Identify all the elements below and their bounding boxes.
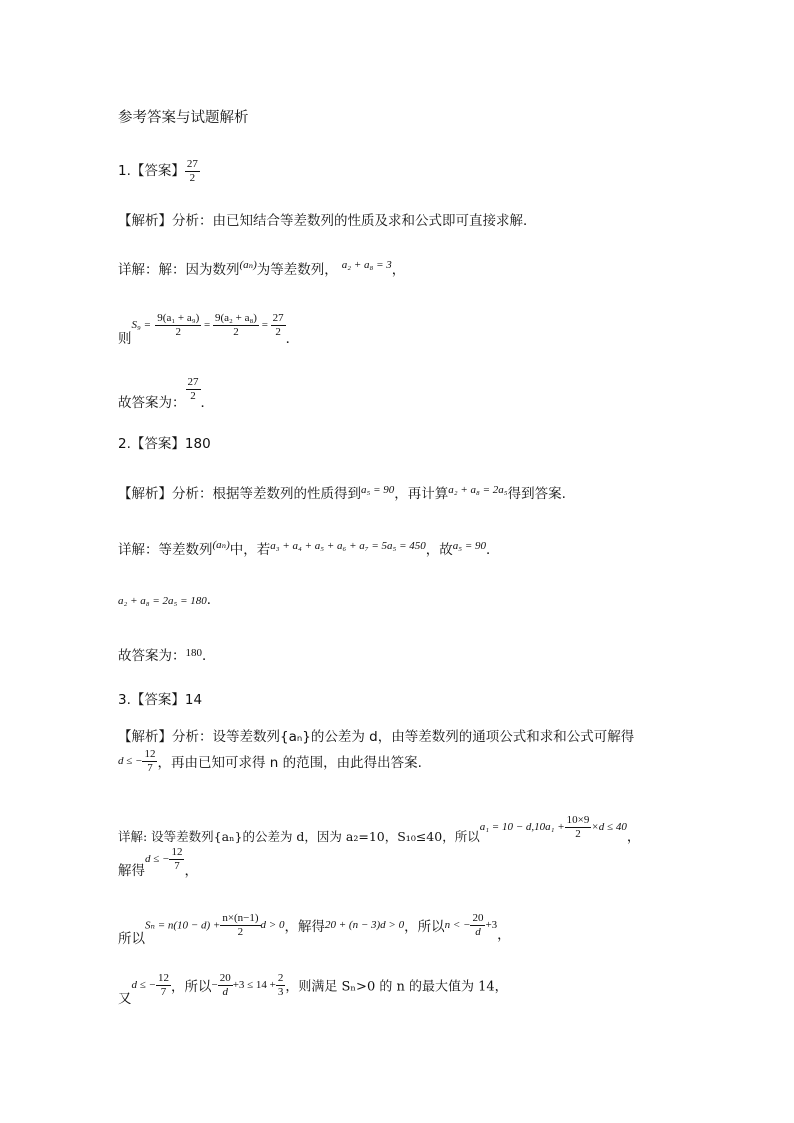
q3-sn-line <box>118 912 511 948</box>
q3-answer-line <box>118 688 202 708</box>
q3-b-mid: +3 ≤ 14 + <box>232 979 276 992</box>
q2-analysis-a: 分析：根据等差数列的性质得到 <box>172 486 361 502</box>
q3-sn-tail: d > 0 <box>260 919 285 932</box>
q1-number: 1 <box>118 163 127 180</box>
q2-analysis <box>118 482 566 502</box>
q1-s9-frac3 <box>271 312 286 338</box>
q1-then: 则 <box>118 331 132 348</box>
q3-analysis-a: 分析：设等差数列{aₙ}的公差为 d，由等差数列的通项公式和求和公式可解得 <box>172 729 635 745</box>
q3-b2-num: 2 <box>277 972 284 984</box>
q2-analysis-tag: 【解析】 <box>118 486 172 502</box>
q3-also-d: d ≤ − <box>131 979 156 992</box>
q2-detail-d: ． <box>486 542 500 558</box>
q3-b2-den: 3 <box>277 985 284 998</box>
q3-b-den: d <box>222 985 228 998</box>
q1-detail-end: ， <box>391 262 406 278</box>
q2-detail-c: ，故 <box>425 542 453 558</box>
q3-so-label: 所以 <box>118 931 145 948</box>
q3-n-den: d <box>475 925 481 938</box>
q1-s9-frac2 <box>213 312 259 338</box>
q2-number: 2 <box>118 436 127 452</box>
q1-period: ． <box>285 331 300 348</box>
q3-analysis-tag: 【解析】 <box>118 729 172 745</box>
q3-solve-end: ， <box>184 863 198 880</box>
q1-analysis-tag: 【解析】 <box>118 213 172 229</box>
q1-conclude-denominator: 2 <box>190 389 196 402</box>
q3-sn-lhs: Sₙ = n(10 − d) + <box>145 919 221 932</box>
q2-analysis-c: 得到答案. <box>507 486 566 502</box>
q3-n-lt: n < − <box>444 919 471 932</box>
q1-answer-line <box>118 158 200 184</box>
q3-answer-tag: 【答案】 <box>130 692 185 708</box>
q2-answer-tag: 【答案】 <box>130 436 185 452</box>
q3-also-num: 12 <box>157 972 169 984</box>
q2-dot: . <box>126 436 131 452</box>
q3-frac-12-7 <box>142 748 157 774</box>
q1-s9-den3: 2 <box>275 325 281 338</box>
q3-final-line <box>118 972 508 1008</box>
q3-solve-den: 7 <box>174 859 180 872</box>
q1-detail-mid: 为等差数列， <box>256 262 338 278</box>
q3-analysis-line2 <box>118 748 422 774</box>
q1-conclude-fraction <box>186 376 201 402</box>
q3-frac-den: 7 <box>147 761 153 774</box>
q3-solve-frac <box>169 846 184 872</box>
q2-answer-value: 180 <box>184 436 211 452</box>
q1-s9-lhs: S₉ = <box>131 319 151 332</box>
q3-detail-line1 <box>118 814 641 846</box>
q3-n-end: ， <box>497 927 511 944</box>
q3-answer-value: 14 <box>184 692 203 708</box>
q3-sys-frac <box>565 814 592 840</box>
q2-analysis-b: ，再计算 <box>394 486 449 502</box>
q1-s9-line <box>118 312 300 348</box>
q3-dot: . <box>126 692 131 708</box>
q3-detail-a: 详解: 设等差数列{aₙ}的公差为 d，因为 a₂=10，S₁₀≤40，所以 <box>118 829 480 845</box>
q3-sn-frac <box>220 912 260 938</box>
q2-conclude-end: ． <box>202 648 216 664</box>
q1-eq-sign1: = <box>201 319 213 332</box>
q2-conclusion <box>118 644 216 664</box>
q3-so2: ，所以 <box>404 919 445 936</box>
q3-solve-d: d ≤ − <box>145 853 170 866</box>
q3-solve-label: 解得 <box>118 863 145 880</box>
q1-answer-denominator: 2 <box>189 171 196 184</box>
q3-n-num: 20 <box>472 912 484 924</box>
q3-solve-line <box>118 846 198 880</box>
q3-d-le: d ≤ − <box>118 755 143 768</box>
q2-detail <box>118 538 500 558</box>
q3-final-text: ，则满足 Sₙ>0 的 n 的最大值为 14， <box>285 979 508 995</box>
q3-ineq: 20 + (n − 3)d > 0 <box>324 919 405 932</box>
q2-line3 <box>118 588 220 608</box>
q1-analysis-text: 分析：由已知结合等差数列的性质及求和公式即可直接求解． <box>172 213 537 229</box>
q2-eq-long: a₃ + a₄ + a₅ + a₆ + a₇ = 5a₅ = 450 <box>270 540 426 552</box>
q3-sys-den: 2 <box>575 827 581 840</box>
q1-answer-tag: 【答案】 <box>130 163 185 180</box>
q1-conclude-end: ． <box>200 395 214 412</box>
q2-conclude-value: 180 <box>185 647 202 659</box>
q3-b2-frac <box>276 972 286 998</box>
q2-conclude-label: 故答案为： <box>118 648 186 664</box>
q3-sys-comma: ， <box>626 829 641 846</box>
q3-analysis-b: ，再由已知可求得 n 的范围，由此得出答案. <box>157 755 422 772</box>
q3-sys-tail: ×d ≤ 40 <box>591 821 627 834</box>
q2-detail-b: 中，若 <box>229 542 271 558</box>
q1-s9-num3: 27 <box>272 312 284 324</box>
q1-sequence: (aₙ) <box>239 259 257 271</box>
q3-b-num: 20 <box>219 972 231 984</box>
q2-eq-sum: a₂ + a₈ = 2a₅ <box>448 484 508 496</box>
q2-sequence: (aₙ) <box>212 539 230 551</box>
q3-also-label: 又 <box>118 991 132 1008</box>
q2-detail-a: 详解：等差数列 <box>118 542 213 558</box>
q3-n-frac <box>470 912 485 938</box>
q1-analysis <box>118 209 537 229</box>
q1-answer-fraction <box>185 158 200 184</box>
q1-s9-num1: 9(a₁ + a₉) <box>157 312 200 324</box>
q2-eq-a5b: a₅ = 90 <box>452 540 487 552</box>
q1-detail-prefix: 详解：解：因为数列 <box>118 262 240 278</box>
q3-also-den: 7 <box>160 985 167 998</box>
q1-answer-numerator: 27 <box>186 158 198 170</box>
q3-frac-num: 12 <box>144 748 156 760</box>
q1-s9-num2: 9(a₂ + a₈) <box>214 312 257 324</box>
q3-n-tail: +3 <box>485 919 498 932</box>
q1-s9-den1: 2 <box>175 325 182 338</box>
page-title: 参考答案与试题解析 <box>118 110 249 126</box>
q3-analysis-line1 <box>118 725 634 745</box>
q2-line3-eq: a₂ + a₈ = 2a₅ = 180 <box>118 595 207 607</box>
q3-sn-num: n×(n−1) <box>222 912 259 924</box>
q3-sn-den: 2 <box>237 925 244 938</box>
q2-line3-end: ． <box>206 592 221 608</box>
q3-sys-num: 10×9 <box>566 814 590 826</box>
q1-s9-frac1 <box>155 312 201 338</box>
q3-sys-a1: a₁ = 10 − d,10a₁ + <box>479 821 565 834</box>
q3-also-frac <box>156 972 171 998</box>
q3-sn-mid: ，解得 <box>284 919 325 936</box>
q3-b-frac <box>218 972 233 998</box>
q3-solve-num: 12 <box>171 846 183 858</box>
q1-eq-sign2: = <box>258 319 271 332</box>
q2-answer-line <box>118 432 211 452</box>
q3-neg-sign: − <box>211 979 218 992</box>
q1-conclude-label: 故答案为： <box>118 395 186 412</box>
q1-detail <box>118 258 405 278</box>
q2-eq-a5: a₅ = 90 <box>361 484 395 496</box>
q1-dot: . <box>126 163 131 180</box>
q3-also-so: ，所以 <box>170 979 212 996</box>
q3-number: 3 <box>118 692 127 708</box>
q1-conclude-numerator: 27 <box>187 376 199 388</box>
q1-conclusion <box>118 376 214 412</box>
q1-eq1: a₂ + a₈ = 3 <box>341 259 392 271</box>
q1-s9-den2: 2 <box>233 325 239 338</box>
